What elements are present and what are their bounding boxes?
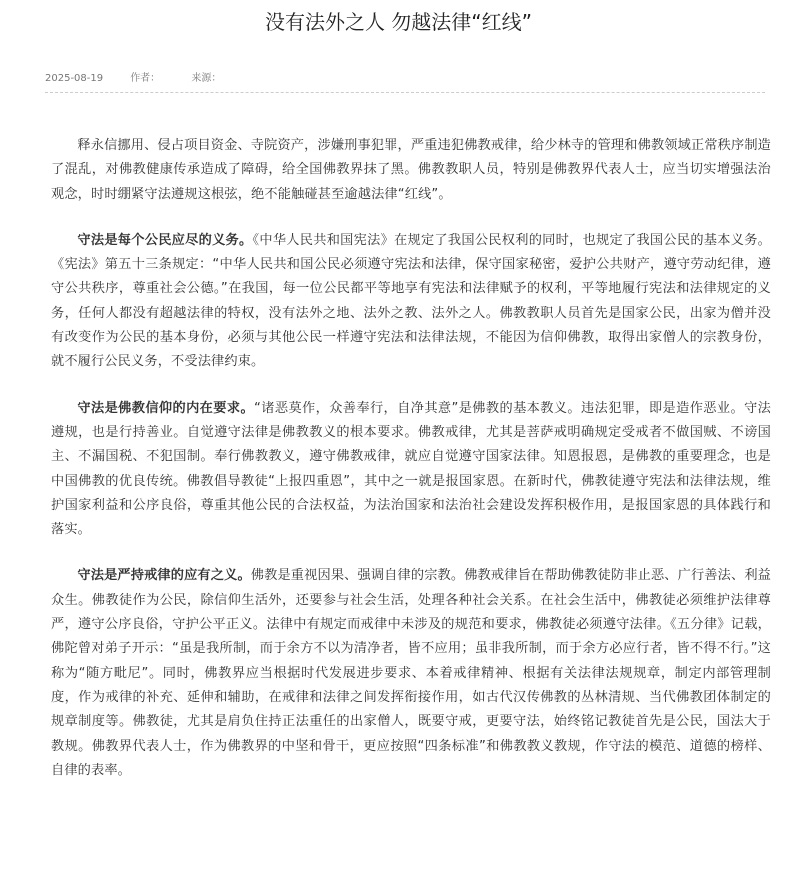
publish-date: 2025-08-19 [45, 73, 104, 84]
paragraph [51, 564, 771, 783]
paragraph-lead: 守法是佛教信仰的内在要求。 [77, 400, 255, 416]
paragraph [51, 229, 771, 375]
paragraph-lead: 守法是严持戒律的应有之义。 [77, 568, 251, 584]
paragraph-text: “诸恶莫作，众善奉行，自净其意”是佛教的基本教义。违法犯罪，即是造作恶业。守法遵规，也是行持善业。自觉遵守法律是佛教教义的根本要求。佛教戒律，尤其是菩萨戒明确规定受戒者不做国贼、不谤国主、不漏国税、不犯国制。奉行佛教教义，遵守佛教戒律，就应自觉遵守国家法律。知恩报恩，是佛教的重要理念，也是中国佛教的优良传统。佛教倡导教徒“上报四重恩”，其中之一就是报国家恩。在新时代，佛教徒遵守宪法和法律法规，维护国家利益和公序良俗，尊重其他公民的合法权益，为法治国家和法治社会建设发挥积极作用，是报国家恩的具体践行和落实。 [51, 400, 771, 538]
source-label: 来源： [191, 73, 222, 84]
meta-divider [45, 92, 765, 93]
paragraph-text: 释永信挪用、侵占项目资金、寺院资产，涉嫌刑事犯罪，严重违犯佛教戒律，给少林寺的管理和佛教领域正常秩序制造了混乱，对佛教健康传承造成了障碍，给全国佛教界抹了黑。佛教教职人员，特别是佛教界代表人士，应当切实增强法治观念，时时绷紧守法遵规这根弦，绝不能触碰甚至逾越法律“红线”。 [51, 138, 771, 202]
paragraph [51, 134, 771, 207]
article-title: 没有法外之人 勿越法律“红线” [264, 10, 533, 34]
article-body [51, 134, 771, 805]
paragraph-text: 《中华人民共和国宪法》在规定了我国公民权利的同时，也规定了我国公民的基本义务。《宪法》第五十三条规定：“中华人民共和国公民必须遵守宪法和法律，保守国家秘密，爱护公共财产，遵守劳动纪律，遵守公共秩序，尊重社会公德。”在我国，每一位公民都平等地享有宪法和法律赋予的权利，平等地履行宪法和法律规定的义务，任何人都没有超越法律的特权，没有法外之地、法外之教、法外之人。佛教教职人员首先是国家公民，出家为僧并没有改变作为公民的基本身份，必须与其他公民一样遵守宪法和法律法规，不能因为信仰佛教，取得出家僧人的宗教身份，就不履行公民义务，不受法律约束。 [51, 232, 772, 370]
paragraph-text: 佛教是重视因果、强调自律的宗教。佛教戒律旨在帮助佛教徒防非止恶、广行善法、利益众生。佛教徒作为公民，除信仰生活外，还要参与社会生活，处理各种社会关系。在社会生活中，佛教徒必须维护法律尊严，遵守公序良俗，守护公平正义。法律中有规定而戒律中未涉及的规范和要求，佛教徒必须遵守法律。《五分律》记载，佛陀曾对弟子开示：“虽是我所制，而于余方不以为清净者，皆不应用；虽非我所制，而于余方必应行者，皆不得不行。”这称为“随方毗尼”。同时，佛教界应当根据时代发展进步要求、本着戒律精神、根据有关法律法规规章，制定内部管理制度，作为戒律的补充、延伸和辅助，在戒律和法律之间发挥衔接作用，如古代汉传佛教的丛林清规、当代佛教团体制定的规章制度等。佛教徒，尤其是肩负住持正法重任的出家僧人，既要守戒，更要守法，始终铭记教徒首先是公民，国法大于教规。佛教界代表人士，作为佛教界的中坚和骨干，更应按照“四条标准”和佛教教义教规，作守法的模范、道德的榜样、自律的表率。 [51, 568, 771, 778]
article-meta [45, 72, 765, 86]
paragraph [51, 397, 771, 543]
author-label: 作者： [130, 73, 161, 84]
paragraph-lead: 守法是每个公民应尽的义务。 [77, 232, 253, 248]
